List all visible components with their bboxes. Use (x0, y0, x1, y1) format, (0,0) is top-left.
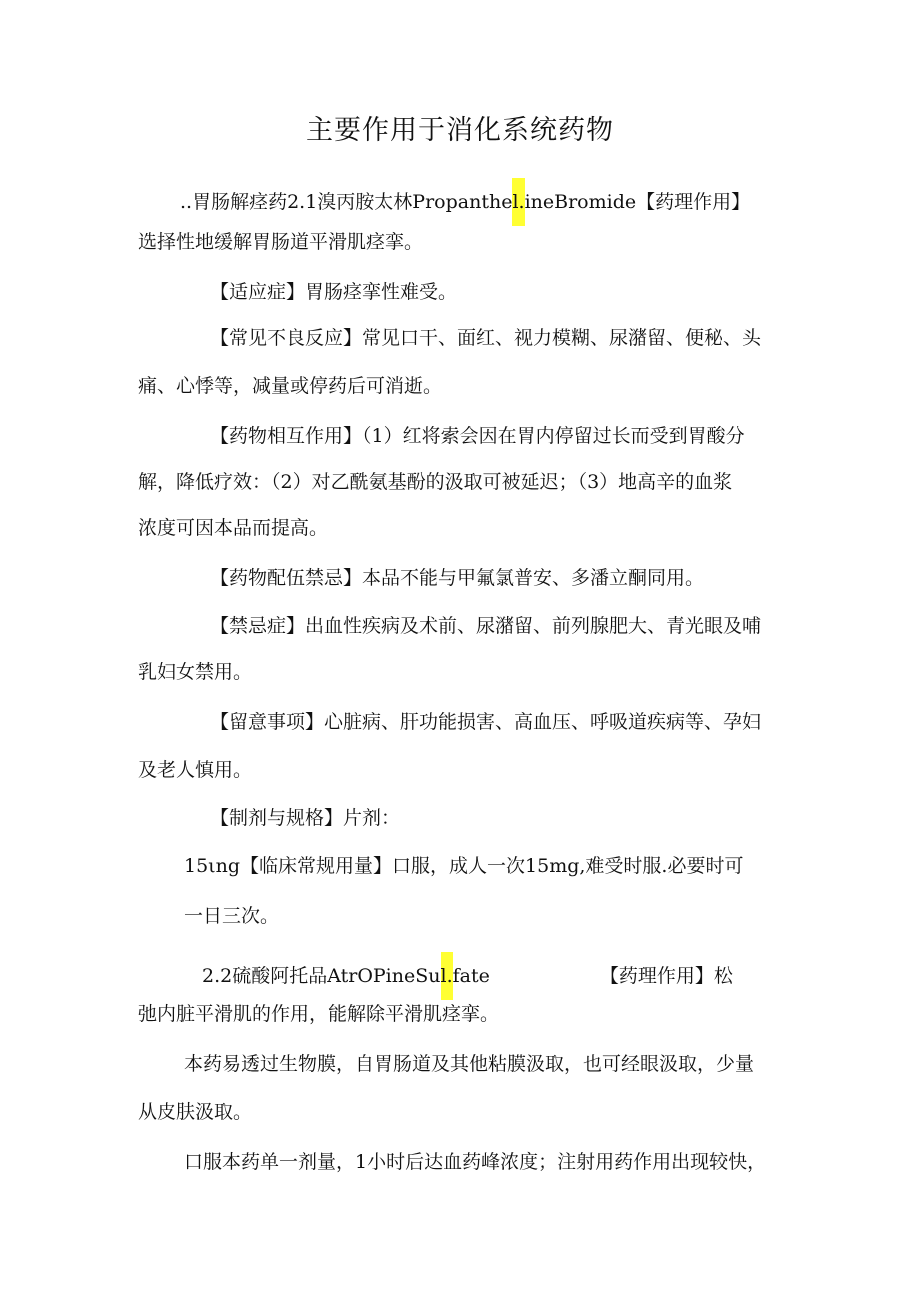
paragraph-line: 【禁忌症】出血性疾病及术前、尿潴留、前列腺肥大、青光眼及哺 (210, 615, 762, 637)
paragraph-line: 一日三次。 (184, 905, 280, 927)
paragraph-line: 乳妇女禁用。 (138, 661, 253, 683)
paragraph-line: 15ιng【临床常规用量】口服，成人一次15mg,难受时服.必要时可 (184, 855, 744, 877)
paragraph-line: 从皮肤汲取。 (138, 1101, 253, 1123)
paragraph-line: 痛、心悸等，减量或停药后可消逝。 (138, 375, 443, 397)
paragraph-line: 弛内脏平滑肌的作用，能解除平滑肌痉挛。 (138, 1003, 500, 1025)
paragraph-line: 口服本药单一剂量，1小时后达血药峰浓度；注射用药作用出现较快， (184, 1151, 767, 1173)
paragraph-line: 【制剂与规格】片剂： (210, 807, 401, 829)
paragraph-line (202, 952, 733, 1000)
text-run: ineBromide【药理作用】 (524, 191, 751, 213)
page-title: 主要作用于消化系统药物 (306, 115, 614, 146)
paragraph-line: 【留意事项】心脏病、肝功能损害、高血压、呼吸道疾病等、孕妇 (210, 711, 762, 733)
paragraph-line: 解，降低疗效：（2）对乙酰氨基酚的汲取可被延迟；（3）地高辛的血浆 (138, 471, 733, 493)
paragraph-line: 及老人慎用。 (138, 759, 253, 781)
paragraph-line: 【药物相互作用】（1）红将索会因在胃内停留过长而受到胃酸分 (210, 425, 745, 447)
text-run: 2.2硫酸阿托品AtrOPineSu (202, 965, 441, 987)
paragraph-line (180, 178, 750, 226)
paragraph-line: 选择性地缓解胃肠道平滑肌痉挛。 (138, 231, 424, 253)
text-run: 【药理作用】松 (599, 965, 733, 987)
paragraph-line: 本药易透过生物膜，自胃肠道及其他粘膜汲取，也可经眼汲取，少量 (184, 1053, 755, 1075)
highlighted-text: l. (441, 952, 453, 1000)
highlighted-text: l. (512, 178, 524, 226)
paragraph-line: 【适应症】胃肠痉挛性难受。 (210, 281, 458, 303)
paragraph-line: 【常见不良反应】常见口干、面红、视力模糊、尿潴留、便秘、头 (210, 327, 762, 349)
paragraph-line: 浓度可因本品而提高。 (138, 517, 329, 539)
paragraph-line: 【药物配伍禁忌】本品不能与甲氟氯普安、多潘立酮同用。 (210, 567, 705, 589)
text-run: ..胃肠解痉药2.1溴丙胺太林Propanthe (180, 191, 513, 213)
text-run: fate (452, 965, 490, 987)
